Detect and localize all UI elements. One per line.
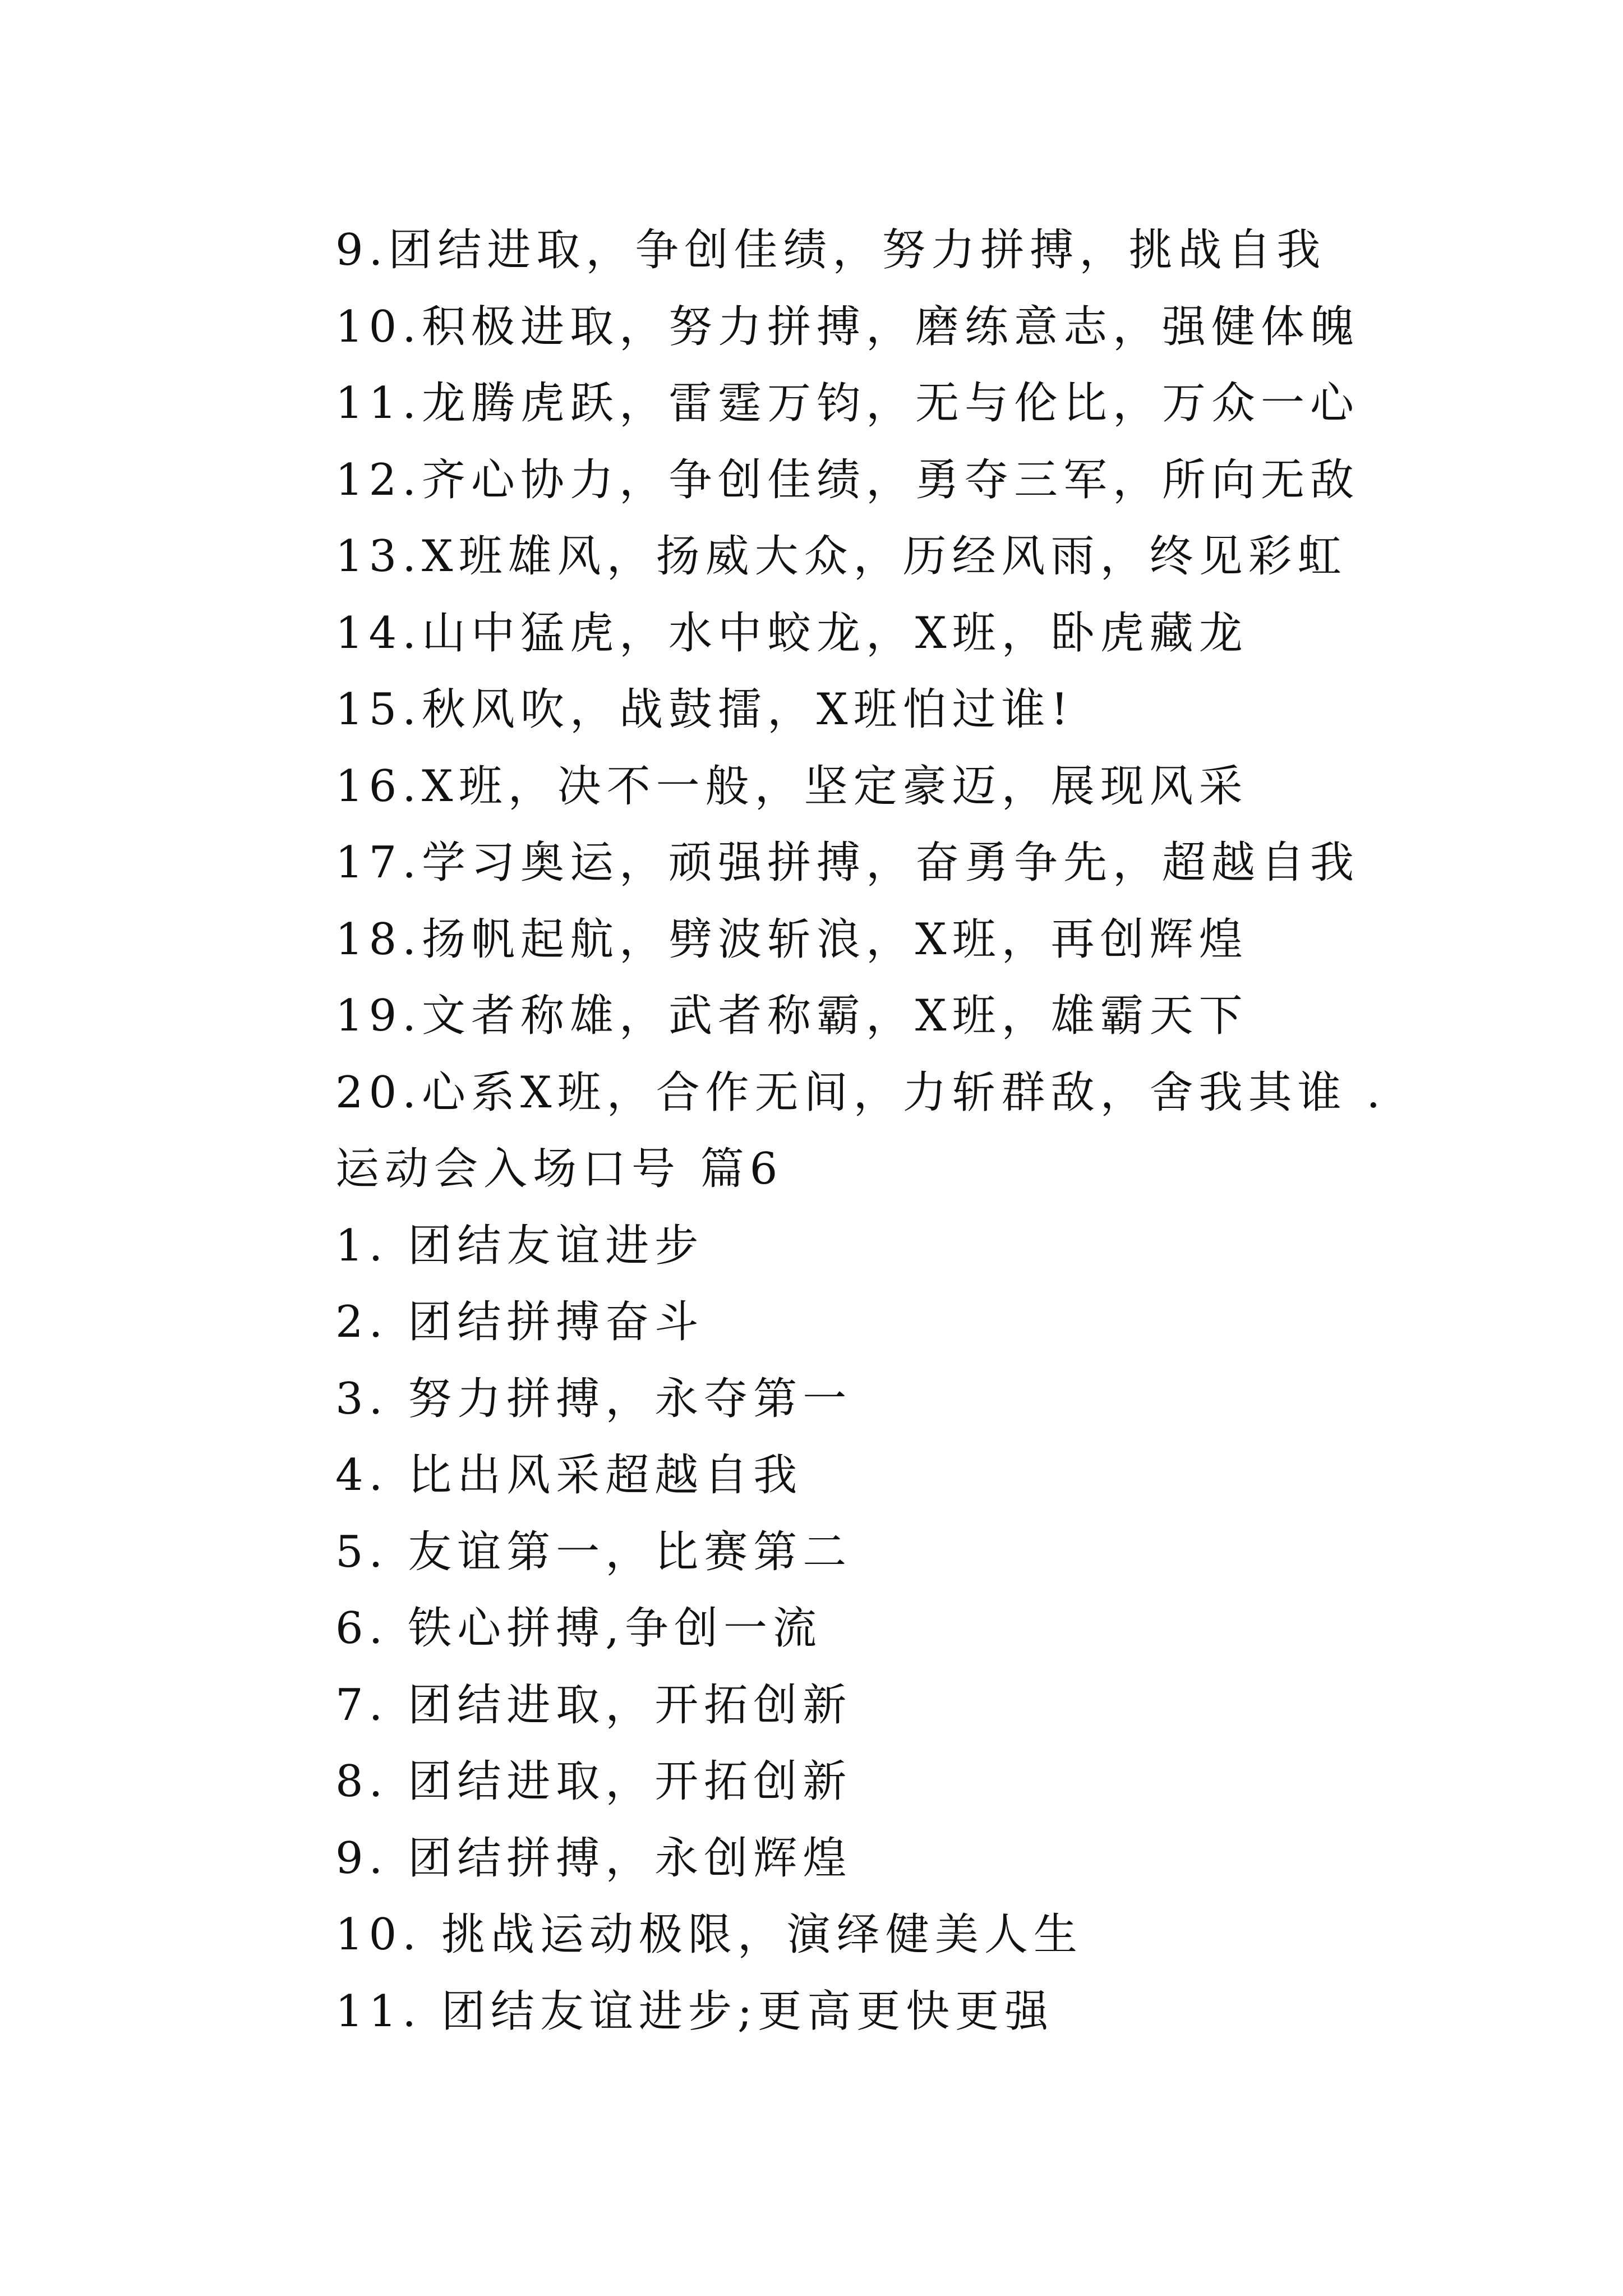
section6-item-2: 2. 团结拼搏奋斗 <box>335 1297 704 1347</box>
section6-item-10: 10. 挑战运动极限，演绎健美人生 <box>335 1910 1083 1960</box>
section6-item-1: 1. 团结友谊进步 <box>335 1220 704 1271</box>
slogan-line-13: 13.X班雄风，扬威大众，历经风雨，终见彩虹 <box>335 531 1347 582</box>
section6-item-3: 3. 努力拼搏，永夺第一 <box>335 1373 852 1424</box>
slogan-line-14: 14.山中猛虎，水中蛟龙，X班，卧虎藏龙 <box>335 608 1248 659</box>
slogan-line-15: 15.秋风吹，战鼓擂，X班怕过谁! <box>335 684 1074 735</box>
section6-item-4: 4. 比出风采超越自我 <box>335 1450 803 1501</box>
slogan-line-17: 17.学习奥运，顽强拼搏，奋勇争先，超越自我 <box>335 838 1360 888</box>
section6-item-9: 9. 团结拼搏，永创辉煌 <box>335 1833 852 1884</box>
document-body <box>335 212 1457 2050</box>
section6-item-7: 7. 团结进取，开拓创新 <box>335 1680 852 1731</box>
section6-item-5: 5. 友谊第一，比赛第二 <box>335 1526 852 1577</box>
slogan-line-19: 19.文者称雄，武者称霸，X班，雄霸天下 <box>335 991 1248 1041</box>
slogan-line-18: 18.扬帆起航，劈波斩浪，X班，再创辉煌 <box>335 914 1248 965</box>
slogan-line-11: 11.龙腾虎跃，雷霆万钧，无与伦比，万众一心 <box>335 378 1360 429</box>
slogan-line-9: 9.团结进取，争创佳绩，努力拼搏，挑战自我 <box>335 225 1326 275</box>
section-heading: 运动会入场口号 篇6 <box>335 1144 783 1194</box>
section6-item-6: 6. 铁心拼搏,争创一流 <box>335 1603 823 1654</box>
section6-item-11: 11. 团结友谊进步;更高更快更强 <box>335 1986 1054 2037</box>
slogan-line-12: 12.齐心协力，争创佳绩，勇夺三军，所向无敌 <box>335 454 1360 505</box>
slogan-line-16: 16.X班，决不一般，坚定豪迈，展现风采 <box>335 761 1248 812</box>
slogan-line-20: 20.心系X班，合作无间，力斩群敌，舍我其谁 . <box>335 1067 1386 1118</box>
section6-item-8: 8. 团结进取，开拓创新 <box>335 1756 852 1807</box>
slogan-line-10: 10.积极进取，努力拼搏，磨练意志，强健体魄 <box>335 301 1360 352</box>
